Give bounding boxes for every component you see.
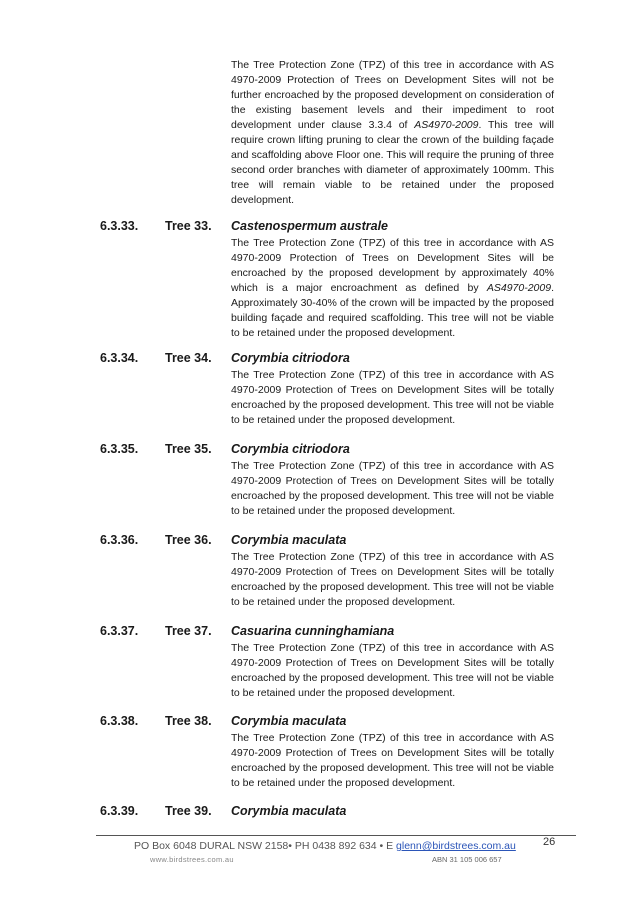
- section-number: 6.3.33.: [100, 219, 139, 233]
- footer-abn: ABN 31 105 006 657: [432, 855, 502, 864]
- species-name: Casuarina cunninghamiana: [231, 624, 395, 638]
- section-body-text: The Tree Protection Zone (TPZ) of this tree in accordance with AS 4970-2009 Protection of Trees on Development Sites will be encroached by the proposed development by approximately 40% which is a major encroachment as defined by: [231, 237, 554, 294]
- section-body-text-continued: . Approximately 30-40% of the crown will be impacted by the proposed building façade and required scaffolding. This tree will not be viable to be retained under the proposed development.: [231, 282, 554, 339]
- section-number: 6.3.37.: [100, 624, 139, 638]
- species-name: Castenospermum australe: [231, 219, 389, 233]
- section-number: 6.3.36.: [100, 533, 139, 547]
- intro-text: The Tree Protection Zone (TPZ) of this tree in accordance with AS 4970-2009 Protection of Trees on Development Sites will not be further encroached by the proposed development on consideration of the existing basement levels and their impediment to root development under clause 3.3.4 of: [231, 59, 554, 131]
- intro-paragraph: [231, 58, 554, 208]
- page-number: 26: [543, 836, 556, 848]
- footer-address: PO Box 6048 DURAL NSW 2158• PH 0438 892 634 • E: [134, 840, 397, 852]
- tree-label: Tree 34.: [165, 351, 212, 365]
- standard-reference: AS4970-2009: [414, 119, 479, 131]
- section-body: The Tree Protection Zone (TPZ) of this tree in accordance with AS 4970-2009 Protection of Trees on Development Sites will be totally encroached by the proposed development. This tree will not be viable to be retained under the proposed development.: [231, 460, 554, 517]
- intro-text-continued: . This tree will require crown lifting pruning to clear the crown of the building façade and scaffolding above Floor one. This will require the pruning of three second order branches with diameter of approximately 100mm. This tree will remain viable to be retained under the proposed development.: [231, 119, 554, 206]
- section-number: 6.3.34.: [100, 351, 139, 365]
- footer-contact: [134, 840, 516, 852]
- footer-email-link[interactable]: glenn@birdstrees.com.au: [396, 840, 516, 852]
- tree-label: Tree 37.: [165, 624, 212, 638]
- species-name: Corymbia citriodora: [231, 351, 350, 365]
- section-number: 6.3.35.: [100, 442, 139, 456]
- section-body: The Tree Protection Zone (TPZ) of this tree in accordance with AS 4970-2009 Protection of Trees on Development Sites will be totally encroached by the proposed development. This tree will not be viable to be retained under the proposed development.: [231, 551, 554, 608]
- section-body: The Tree Protection Zone (TPZ) of this tree in accordance with AS 4970-2009 Protection of Trees on Development Sites will be totally encroached by the proposed development. This tree will not be viable to be retained under the proposed development.: [231, 642, 554, 699]
- species-name: Corymbia maculata: [231, 533, 347, 547]
- species-name: Corymbia maculata: [231, 804, 347, 818]
- tree-label: Tree 38.: [165, 714, 212, 728]
- tree-label: Tree 33.: [165, 219, 212, 233]
- standard-reference: AS4970-2009: [486, 282, 552, 294]
- footer-website[interactable]: www.birdstrees.com.au: [150, 855, 234, 864]
- section-number: 6.3.39.: [100, 804, 139, 818]
- tree-label: Tree 39.: [165, 804, 212, 818]
- section-body: [231, 236, 554, 341]
- footer-divider: [96, 835, 576, 836]
- tree-label: Tree 36.: [165, 533, 212, 547]
- section-body: The Tree Protection Zone (TPZ) of this tree in accordance with AS 4970-2009 Protection of Trees on Development Sites will be totally encroached by the proposed development. This tree will not be viable to be retained under the proposed development.: [231, 369, 554, 426]
- tree-label: Tree 35.: [165, 442, 212, 456]
- section-number: 6.3.38.: [100, 714, 139, 728]
- section-body: The Tree Protection Zone (TPZ) of this tree in accordance with AS 4970-2009 Protection of Trees on Development Sites will be totally encroached by the proposed development. This tree will not be viable to be retained under the proposed development.: [231, 732, 554, 789]
- species-name: Corymbia citriodora: [231, 442, 350, 456]
- species-name: Corymbia maculata: [231, 714, 347, 728]
